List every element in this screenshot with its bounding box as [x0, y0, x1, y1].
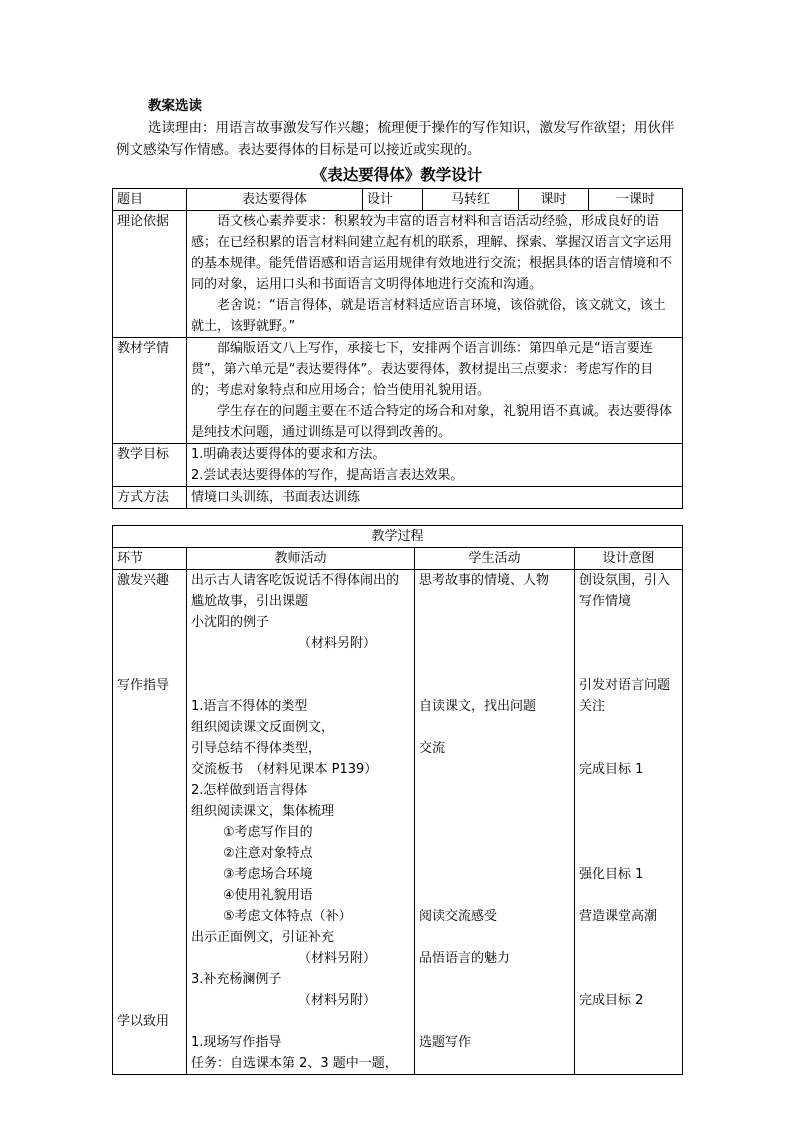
- stage-label: 学以致用: [117, 1014, 170, 1029]
- teacher-step: 1.现场写作指导: [191, 1035, 282, 1050]
- student-activity: 自读课文，找出问题: [419, 699, 537, 714]
- method-item: ⑤考虑文体特点（补）: [223, 909, 352, 924]
- method-item: ①考虑写作目的: [223, 825, 313, 840]
- teacher-step: 组织阅读课文反面例文，: [191, 720, 335, 735]
- header-student: 学生活动: [415, 548, 575, 570]
- design-label: 设计: [363, 189, 423, 211]
- analysis-content: [187, 338, 683, 444]
- method-item: ②注意对象特点: [223, 846, 313, 861]
- goals-label: 教学目标: [113, 444, 187, 487]
- table-row: [113, 570, 683, 1075]
- methods-label: 方式方法: [113, 487, 187, 509]
- material-note: （材料另附）: [297, 636, 376, 651]
- analysis-label: 教材学情: [113, 338, 187, 444]
- teacher-step: 任务：自选课本第 2、3 题中一题，: [191, 1056, 398, 1071]
- stage-label: 激发兴趣: [117, 573, 170, 588]
- design-value: 马转红: [423, 189, 519, 211]
- header-stage: 环节: [113, 548, 187, 570]
- teacher-step: 2.怎样做到语言得体: [191, 783, 308, 798]
- document-title: 《表达要得体》教学设计: [311, 165, 483, 184]
- design-intent: 完成目标 2: [579, 993, 644, 1008]
- material-note: （材料另附）: [297, 993, 376, 1008]
- intent-column: [575, 570, 683, 1075]
- header-intent: 设计意图: [575, 548, 683, 570]
- student-activity: 阅读交流感受: [419, 909, 498, 924]
- table-row: [113, 338, 683, 444]
- lesson-info-table: [112, 188, 683, 509]
- teacher-step: 小沈阳的例子: [191, 615, 270, 630]
- goal-item: 1.明确表达要得体的要求和方法。: [191, 447, 386, 462]
- table-row: [113, 487, 683, 509]
- teacher-step: 1.语言不得体的类型: [191, 699, 308, 714]
- design-intent: 强化目标 1: [579, 867, 644, 882]
- theory-quote: 老舍说：“语言得体，就是语言材料适应语言环境，该俗就俗，该文就文，该土就土，该野就野。”: [191, 298, 666, 334]
- design-intent: 完成目标 1: [579, 762, 644, 777]
- intro-reason: 选读理由：用语言故事激发写作兴趣；梳理便于操作的写作知识，激发写作欲望；用伙伴例文感染写作情感。表达要得体的目标是可以接近或实现的。: [116, 120, 675, 158]
- student-column: [415, 570, 575, 1075]
- process-table: [112, 525, 683, 1075]
- teacher-step: 出示古人请客吃饭说话不得体闹出的尴尬故事，引出课题: [191, 573, 400, 609]
- topic-value: 表达要得体: [187, 189, 363, 211]
- material-note: （材料另附）: [297, 951, 376, 966]
- teacher-step: 交流板书 （材料见课本 P139）: [191, 762, 378, 777]
- method-item: ③考虑场合环境: [223, 867, 313, 882]
- student-activity: 交流: [419, 741, 446, 756]
- stage-label: 写作指导: [117, 678, 170, 693]
- design-intent: 创设氛围，引入写作情境: [579, 573, 671, 609]
- teacher-step: 3.补充杨澜例子: [191, 972, 282, 987]
- teacher-column: [187, 570, 415, 1075]
- period-label: 课时: [519, 189, 589, 211]
- period-value: 一课时: [589, 189, 683, 211]
- theory-label: 理论依据: [113, 211, 187, 338]
- header-teacher: 教师活动: [187, 548, 415, 570]
- table-row: [113, 189, 683, 211]
- table-row: [113, 211, 683, 338]
- student-activity: 品悟语言的魅力: [419, 951, 511, 966]
- analysis-paragraph: 学生存在的问题主要在不适合特定的场合和对象，礼貌用语不真诚。表达要得体是纯技术问题，通过训练是可以得到改善的。: [191, 404, 673, 440]
- goal-item: 2.尝试表达要得体的写作，提高语言表达效果。: [191, 468, 464, 483]
- methods-value: 情境口头训练，书面表达训练: [187, 487, 683, 509]
- goals-content: [187, 444, 683, 487]
- table-row: [113, 526, 683, 548]
- table-row: [113, 444, 683, 487]
- student-activity: 思考故事的情境、人物: [419, 573, 550, 588]
- student-activity: 选题写作: [419, 1035, 472, 1050]
- topic-label: 题目: [113, 189, 187, 211]
- design-intent: 引发对语言问题关注: [579, 678, 671, 714]
- teacher-step: 出示正面例文，引证补充: [191, 930, 335, 945]
- stage-column: [113, 570, 187, 1075]
- method-item: ④使用礼貌用语: [223, 888, 313, 903]
- teacher-step: 引导总结不得体类型，: [191, 741, 322, 756]
- theory-paragraph: 语文核心素养要求：积累较为丰富的语言材料和言语活动经验，形成良好的语感；在已经积累的语言材料间建立起有机的联系，理解、探索、掌握汉语言文字运用的基本规律。能凭借语感和语言运用规律有效地进行交流；根据具体的语言情境和不同的对象，运用口头和书面语言文明得体地进行交流和沟通。: [191, 214, 673, 292]
- intro-section: [116, 95, 682, 161]
- design-intent: 营造课堂高潮: [579, 909, 658, 924]
- teacher-step: 组织阅读课文，集体梳理: [191, 804, 335, 819]
- process-title: 教学过程: [113, 526, 683, 548]
- table-row: [113, 548, 683, 570]
- theory-content: [187, 211, 683, 338]
- analysis-paragraph: 部编版语文八上写作，承接七下，安排两个语言训练：第四单元是“语言要连贯”，第六单元是“表达要得体”。表达要得体，教材提出三点要求：考虑写作的目的；考虑对象特点和应用场合；恰当使用礼貌用语。: [191, 341, 654, 398]
- intro-heading: 教案选读: [148, 98, 202, 114]
